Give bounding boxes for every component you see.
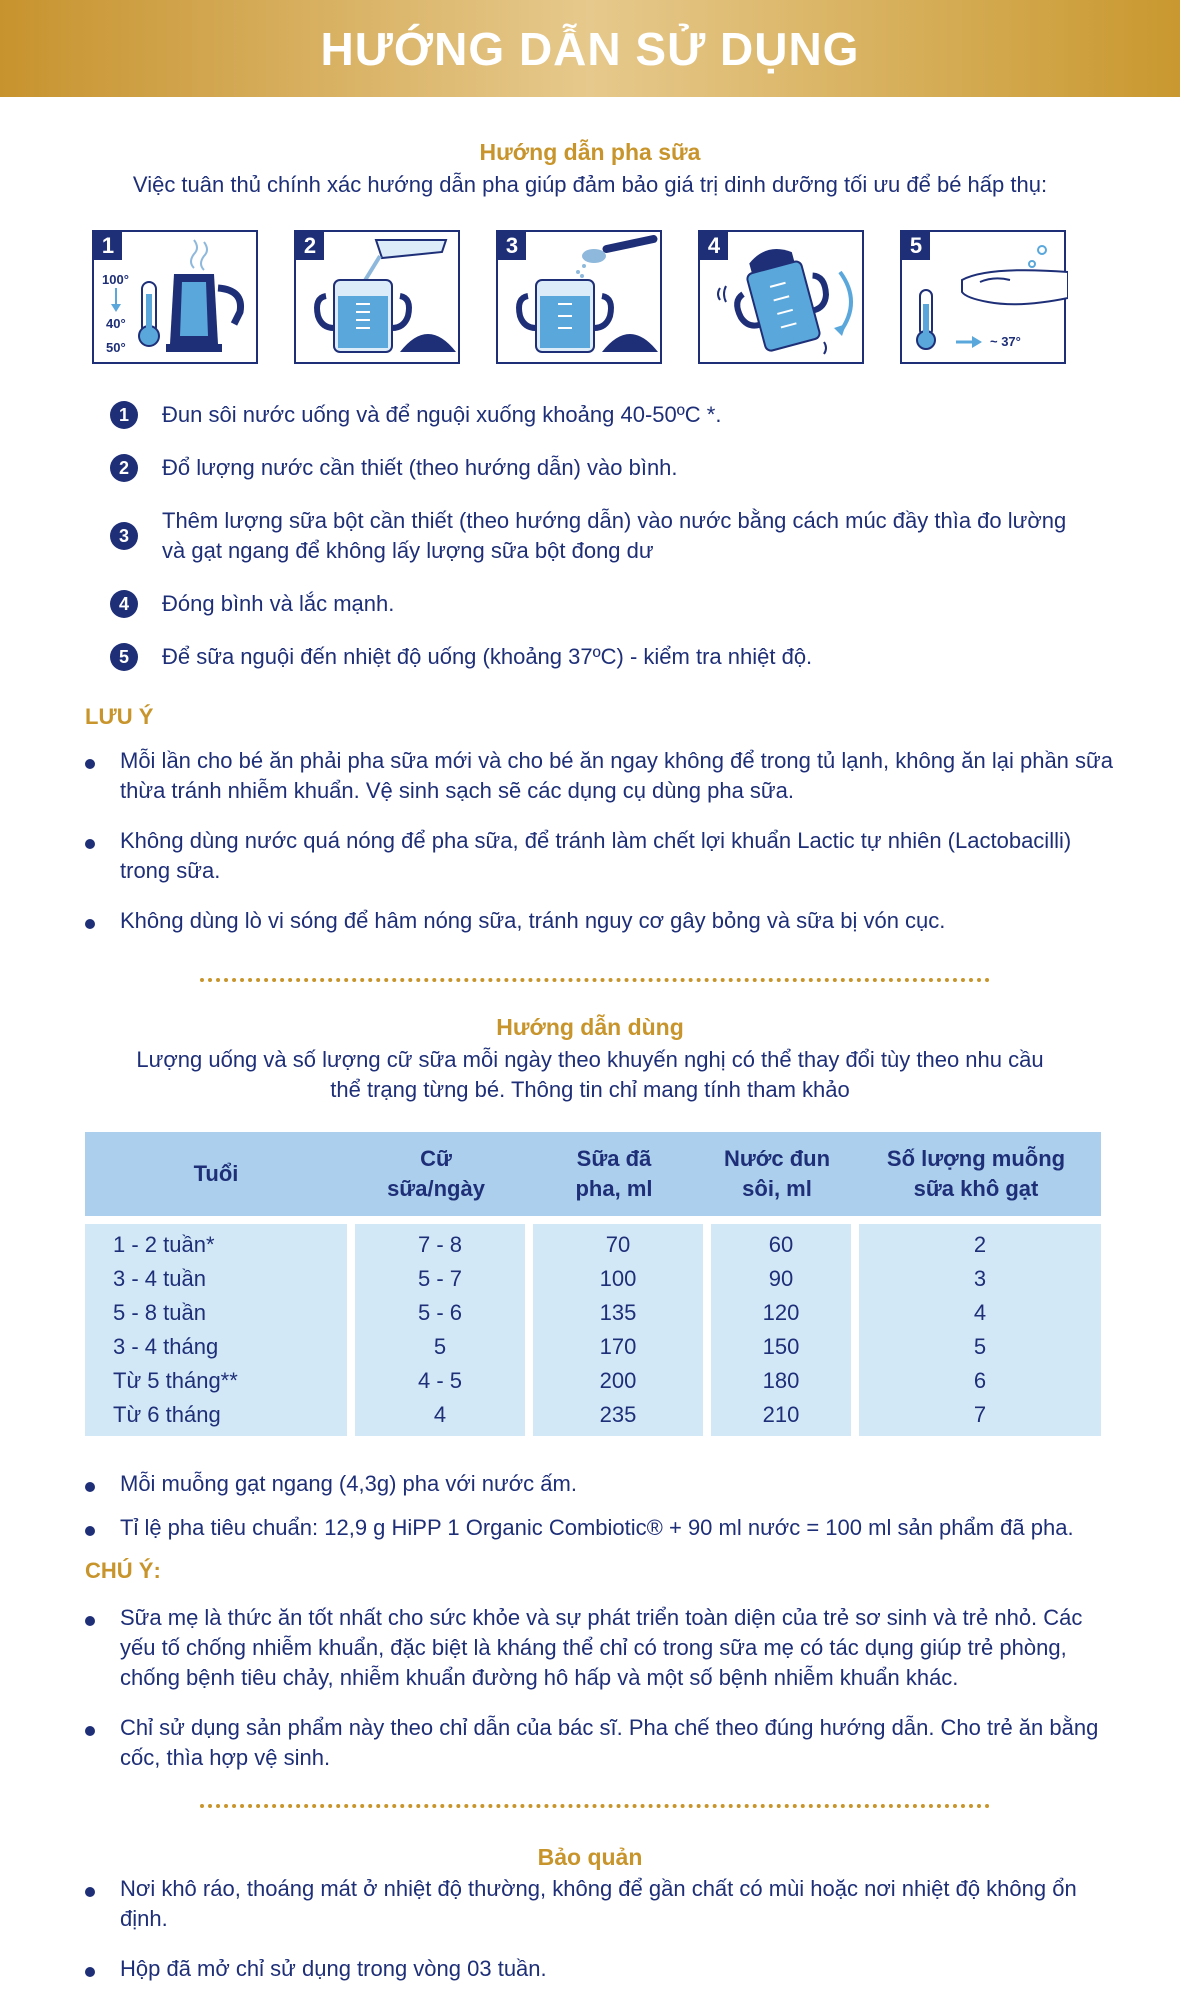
step-image-2 — [294, 230, 460, 364]
step-text: Đun sôi nước uống và để nguội xuống khoảng 40-50ºC *. — [162, 402, 722, 427]
table-cell: 3 - 4 tháng — [113, 1334, 219, 1359]
bullet-icon — [85, 1967, 95, 1977]
step-illustrations — [92, 230, 1066, 364]
dotted-divider — [200, 1804, 990, 1808]
add-powder-icon — [498, 232, 664, 366]
column-feeds — [355, 1224, 525, 1436]
header-age: Tuổi — [193, 1161, 239, 1186]
table-cell: 180 — [762, 1368, 800, 1393]
table-cell: 5 — [973, 1334, 987, 1359]
column-age — [85, 1224, 347, 1436]
step-text: Để sữa nguội đến nhiệt độ uống (khoảng 37ºC) - kiểm tra nhiệt độ. — [162, 644, 813, 669]
temp-label-50: 50° — [106, 340, 126, 355]
table-cell: 6 — [973, 1368, 987, 1393]
caution-list — [85, 1603, 1115, 1793]
step-text: Thêm lượng sữa bột cần thiết (theo hướng dẫn) vào nước bằng cách múc đầy thìa đo lường và gạt ngang để không lấy lượng sữa bột đong dư — [162, 508, 1067, 563]
step-number-badge: 3 — [110, 522, 138, 550]
column-milk — [533, 1224, 703, 1436]
table-cell: 150 — [762, 1334, 800, 1359]
step-image-number: 4 — [700, 232, 728, 260]
table-cell: 5 - 7 — [417, 1266, 463, 1291]
table-cell: Từ 5 tháng** — [113, 1368, 238, 1393]
step-image-number: 1 — [94, 232, 122, 260]
note-item — [85, 746, 1115, 806]
storage-text: Hộp đã mở chỉ sử dụng trong vòng 03 tuần. — [120, 1956, 547, 1981]
table-cell: 5 - 6 — [417, 1300, 463, 1325]
prep-title: Hướng dẫn pha sữa — [479, 139, 701, 165]
step-image-3 — [496, 230, 662, 364]
prep-intro: Việc tuân thủ chính xác hướng dẫn pha giúp đảm bảo giá trị dinh dưỡng tối ưu để bé hấp thụ: — [132, 172, 1048, 197]
storage-item — [85, 1874, 1115, 1934]
prep-heading-block — [0, 139, 1180, 200]
table-cell: 235 — [599, 1402, 637, 1427]
storage-text: Nơi khô ráo, thoáng mát ở nhiệt độ thường, không để gần chất có mùi hoặc nơi nhiệt độ không ổn định. — [120, 1876, 1077, 1931]
shake-bottle-icon — [700, 232, 866, 366]
step-text: Đổ lượng nước cần thiết (theo hướng dẫn) vào bình. — [162, 455, 678, 480]
table-cell: 200 — [599, 1368, 637, 1393]
usage-title: Hướng dẫn dùng — [496, 1014, 684, 1040]
step-image-5 — [900, 230, 1066, 364]
step-number-badge: 1 — [110, 401, 138, 429]
step-image-4 — [698, 230, 864, 364]
usage-text: Tỉ lệ pha tiêu chuẩn: 12,9 g HiPP 1 Organic Combiotic® + 90 ml nước = 100 ml sản phẩm đã pha. — [120, 1515, 1074, 1540]
table-cell: 5 — [433, 1334, 447, 1359]
table-cell: 4 - 5 — [417, 1368, 463, 1393]
table-cell: 7 — [973, 1402, 987, 1427]
table-body — [85, 1224, 1101, 1436]
table-cell: 4 — [973, 1300, 987, 1325]
caution-heading: CHÚ Ý: — [85, 1558, 161, 1583]
pour-water-icon — [296, 232, 462, 366]
header-scoops: Số lượng muỗng sữa khô gạt — [886, 1146, 1066, 1201]
step-text: Đóng bình và lắc mạnh. — [162, 591, 395, 616]
table-cell: 2 — [973, 1232, 987, 1257]
prep-steps-list — [110, 400, 1070, 695]
caution-item — [85, 1603, 1115, 1693]
bullet-icon — [85, 759, 95, 769]
table-cell: 4 — [433, 1402, 447, 1427]
table-cell: 7 - 8 — [417, 1232, 463, 1257]
dosage-table — [85, 1132, 1101, 1436]
page-header — [0, 0, 1180, 97]
table-cell: 1 - 2 tuần* — [113, 1232, 215, 1257]
step-image-number: 3 — [498, 232, 526, 260]
temp-label-37: ~ 37° — [990, 334, 1021, 349]
note-text: Mỗi lần cho bé ăn phải pha sữa mới và cho bé ăn ngay không để trong tủ lạnh, không ăn lại phần sữa thừa tránh nhiễm khuẩn. Vệ sinh sạch sẽ các dụng cụ dùng pha sữa. — [120, 748, 1113, 803]
note-list — [85, 746, 1115, 956]
storage-title: Bảo quản — [537, 1844, 643, 1870]
table-cell: 210 — [762, 1402, 800, 1427]
bullet-icon — [85, 1726, 95, 1736]
note-item — [85, 826, 1115, 886]
note-text: Không dùng lò vi sóng để hâm nóng sữa, tránh nguy cơ gây bỏng và sữa bị vón cục. — [120, 908, 946, 933]
usage-heading-block — [0, 1014, 1180, 1105]
caution-text: Chỉ sử dụng sản phẩm này theo chỉ dẫn của bác sĩ. Pha chế theo đúng hướng dẫn. Cho trẻ ăn bằng cốc, thìa hợp vệ sinh. — [120, 1715, 1099, 1770]
bullet-icon — [85, 839, 95, 849]
usage-intro-line-1: Lượng uống và số lượng cữ sữa mỗi ngày theo khuyến nghị có thể thay đổi tùy theo nhu cầu — [136, 1047, 1044, 1072]
storage-list — [85, 1874, 1115, 2004]
bullet-icon — [85, 919, 95, 929]
caution-text: Sữa mẹ là thức ăn tốt nhất cho sức khỏe và sự phát triển toàn diện của trẻ sơ sinh và trẻ nhỏ. Các yếu tố chống nhiễm khuẩn, đặc biệt là kháng thể chỉ có trong sữa mẹ có tác dụng giúp trẻ phòng, chống bệnh tiêu chảy, nhiễm khuẩn đường hô hấp và một số bệnh nhiễm khuẩn khác. — [120, 1605, 1083, 1690]
table-cell: 120 — [762, 1300, 800, 1325]
header-water: Nước đun sôi, ml — [723, 1146, 831, 1201]
prep-step — [110, 642, 1070, 672]
usage-item — [85, 1469, 1145, 1499]
step-image-number: 5 — [902, 232, 930, 260]
bullet-icon — [85, 1526, 95, 1536]
table-cell: 3 - 4 tuần — [113, 1266, 206, 1291]
step-number-badge: 5 — [110, 643, 138, 671]
bullet-icon — [85, 1616, 95, 1626]
column-water — [711, 1224, 851, 1436]
dotted-divider — [200, 978, 990, 982]
table-cell: 135 — [599, 1300, 637, 1325]
temp-label-40: 40° — [106, 316, 126, 331]
usage-item — [85, 1513, 1145, 1543]
table-header-row — [85, 1132, 1101, 1216]
step-image-1 — [92, 230, 258, 364]
step-number-badge: 4 — [110, 590, 138, 618]
page-title: HƯỚNG DẪN SỬ DỤNG — [320, 22, 860, 75]
step-image-number: 2 — [296, 232, 324, 260]
column-scoops — [859, 1224, 1101, 1436]
step-number-badge: 2 — [110, 454, 138, 482]
table-cell: 90 — [768, 1266, 794, 1291]
usage-list — [85, 1469, 1145, 1557]
table-cell: Từ 6 tháng — [113, 1402, 221, 1427]
caution-item — [85, 1713, 1115, 1773]
usage-text: Mỗi muỗng gạt ngang (4,3g) pha với nước ấm. — [120, 1471, 577, 1496]
prep-step — [110, 453, 1070, 483]
usage-intro-line-2: thể trạng từng bé. Thông tin chỉ mang tính tham khảo — [330, 1077, 850, 1102]
table-cell: 170 — [599, 1334, 637, 1359]
table-cell: 60 — [768, 1232, 794, 1257]
temp-label-100: 100° — [102, 272, 129, 287]
table-cell: 100 — [599, 1266, 637, 1291]
note-text: Không dùng nước quá nóng để pha sữa, để tránh làm chết lợi khuẩn Lactic tự nhiên (Lactobacilli) trong sữa. — [120, 828, 1072, 883]
header-milk: Sữa đã pha, ml — [575, 1146, 653, 1201]
prep-step — [110, 400, 1070, 430]
check-temperature-icon — [902, 232, 1068, 366]
prep-step — [110, 589, 1070, 619]
table-cell: 3 — [973, 1266, 987, 1291]
note-heading: LƯU Ý — [85, 704, 154, 729]
storage-item — [85, 1954, 1115, 1984]
header-feeds: Cữ sữa/ngày — [387, 1146, 485, 1201]
table-cell: 5 - 8 tuần — [113, 1300, 206, 1325]
note-item — [85, 906, 1115, 936]
bullet-icon — [85, 1887, 95, 1897]
bullet-icon — [85, 1482, 95, 1492]
prep-step — [110, 506, 1070, 566]
table-cell: 70 — [605, 1232, 631, 1257]
